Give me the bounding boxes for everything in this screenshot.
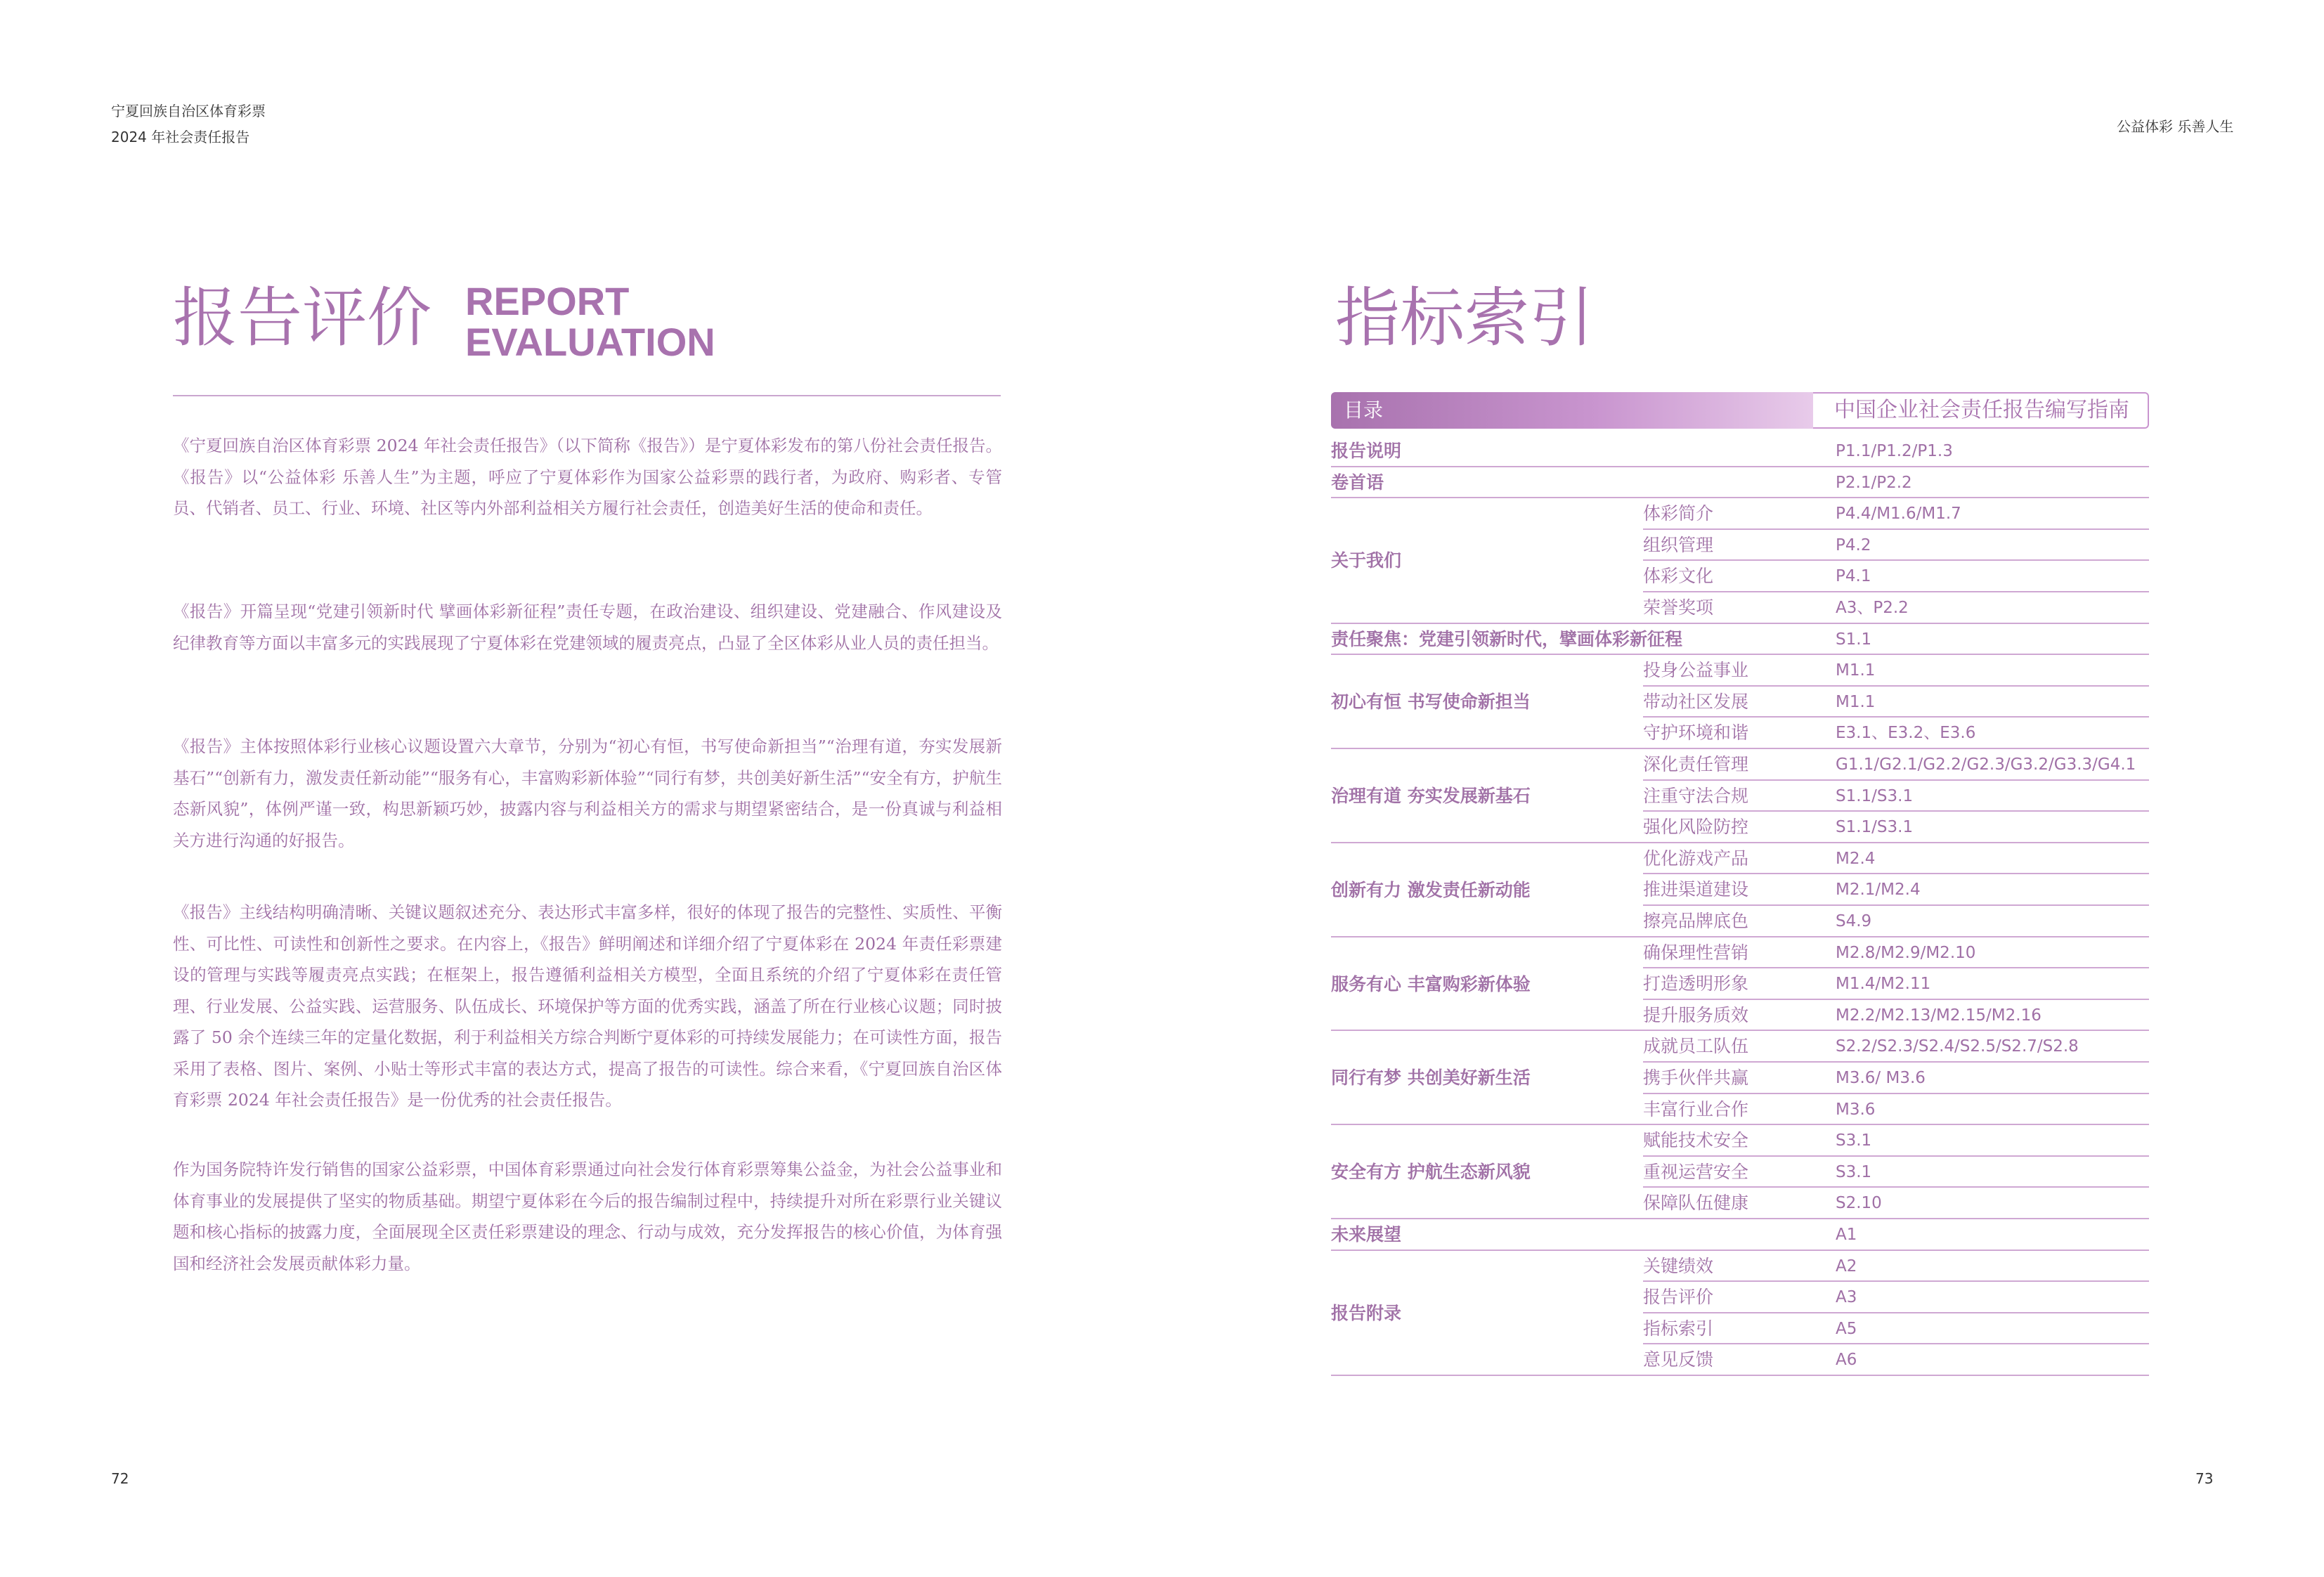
index-sub-item: 打造透明形象 (1643, 973, 1749, 994)
index-code: S1.1 (1836, 630, 1872, 649)
index-sub-item: 指标索引 (1643, 1318, 1714, 1339)
table-rule (1643, 1312, 2149, 1313)
index-section-name: 责任聚焦：党建引领新时代，擘画体彩新征程 (1331, 628, 1683, 649)
index-sub-item: 成就员工队伍 (1643, 1036, 1749, 1057)
index-code: M3.6 (1836, 1100, 1876, 1119)
index-code: A1 (1836, 1226, 1857, 1244)
title-en-line-2: EVALUATION (465, 320, 715, 364)
index-code: M2.1/M2.4 (1836, 881, 1921, 900)
index-code: M2.2/M2.13/M2.15/M2.16 (1836, 1006, 2041, 1025)
index-sub-item: 关键绩效 (1643, 1255, 1714, 1276)
index-section-name: 初心有恒 书写使命新担当 (1331, 692, 1531, 713)
index-code: A2 (1836, 1257, 1857, 1276)
table-rule (1643, 559, 2149, 561)
index-code: S3.1 (1836, 1162, 1872, 1181)
index-sub-item: 提升服务质效 (1643, 1004, 1749, 1025)
index-section-name: 同行有梦 共创美好新生活 (1331, 1067, 1531, 1089)
index-code: A5 (1836, 1319, 1857, 1338)
page-title-report-evaluation: 报告评价 (173, 280, 432, 356)
index-sub-item: 守护环境和谐 (1643, 722, 1749, 744)
index-code: A6 (1836, 1351, 1857, 1370)
paragraph-4: 《报告》主线结构明确清晰、关键议题叙述充分、表达形式丰富多样，很好的体现了报告的完整性、实质性、平衡性、可比性、可读性和创新性之要求。在内容上，《报告》鲜明阐述和详细介绍了宁夏体彩在 2024 年责任彩票建设的管理与实践等履责亮点实践；在框架上，报告遵循利益相关方模型，全面且系统的介绍了宁夏体彩在责任管理、行业发展、公益实践、运营服务、队伍成长、环境保护等方面的优秀实践，涵盖了所在行业核心议题；同时披露了 50 余个连续三年的定量化数据，利于利益相关方综合判断宁夏体彩的可持续发展能力；在可读性方面，报告采用了表格、图片、案例、小贴士等形式丰富的表达方式，提高了报告的可读性。综合来看，《宁夏回族自治区体育彩票 2024 年社会责任报告》是一份优秀的社会责任报告。 (173, 902, 1002, 1110)
index-code: M1.4/M2.11 (1836, 975, 1931, 994)
index-code: S1.1/S3.1 (1836, 818, 1914, 837)
index-sub-item: 确保理性营销 (1643, 942, 1749, 963)
table-rule (1331, 497, 2149, 498)
index-sub-item: 丰富行业合作 (1643, 1098, 1749, 1120)
index-sub-item: 优化游戏产品 (1643, 848, 1749, 869)
table-header-guideline: 中国企业社会责任报告编写指南 (1813, 392, 2149, 429)
index-code: A3 (1836, 1288, 1857, 1307)
index-code: M1.1 (1836, 692, 1876, 711)
index-section-name: 安全有方 护航生态新风貌 (1331, 1162, 1531, 1183)
index-section-name: 卷首语 (1331, 472, 1384, 493)
page-title-english (465, 281, 715, 363)
index-sub-item: 投身公益事业 (1643, 660, 1749, 681)
index-code: G1.1/G2.1/G2.2/G2.3/G3.2/G3.3/G4.1 (1836, 755, 2136, 774)
index-code: A3、P2.2 (1836, 599, 1909, 617)
index-code: S1.1/S3.1 (1836, 786, 1914, 805)
index-code: P4.1 (1836, 567, 1871, 586)
title-divider (173, 395, 1001, 396)
title-en-line-1: REPORT (465, 279, 630, 323)
index-code: P4.4/M1.6/M1.7 (1836, 505, 1961, 524)
index-code: S2.2/S2.3/S2.4/S2.5/S2.7/S2.8 (1836, 1037, 2079, 1056)
index-code: M1.1 (1836, 661, 1876, 680)
index-section-name: 未来展望 (1331, 1224, 1402, 1245)
index-section-name: 创新有力 激发责任新动能 (1331, 879, 1531, 900)
index-section-name: 治理有道 夯实发展新基石 (1331, 786, 1531, 806)
index-code: M3.6/ M3.6 (1836, 1069, 1926, 1087)
index-sub-item: 推进渠道建设 (1643, 879, 1749, 900)
table-rule (1331, 1375, 2149, 1376)
paragraph-3: 《报告》主体按照体彩行业核心议题设置六大章节，分别为“初心有恒，书写使命新担当”“治理有道，夯实发展新基石”“创新有力，激发责任新动能”“服务有心，丰富购彩新体验”“同行有梦，共创美好新生活”“安全有方，护航生态新风貌”，体例严谨一致，构思新颖巧妙，披露内容与利益相关方的需求与期望紧密结合，是一份真诚与利益相关方进行沟通的好报告。 (173, 736, 1002, 850)
page-number-left: 72 (111, 1470, 129, 1487)
index-section-name: 服务有心 丰富购彩新体验 (1331, 973, 1531, 994)
index-sub-item: 报告评价 (1643, 1287, 1714, 1308)
index-code: S4.9 (1836, 912, 1872, 930)
index-code: M2.4 (1836, 849, 1876, 868)
index-code: S2.10 (1836, 1194, 1882, 1213)
index-sub-item: 重视运营安全 (1643, 1161, 1749, 1182)
index-sub-item: 体彩简介 (1643, 503, 1714, 524)
index-sub-item: 注重守法合规 (1643, 785, 1749, 806)
header-org: 宁夏回族自治区体育彩票 (111, 103, 266, 119)
table-rule (1643, 1343, 2149, 1344)
index-code: P1.1/P1.2/P1.3 (1836, 442, 1953, 460)
index-sub-item: 带动社区发展 (1643, 691, 1749, 712)
table-rule (1643, 528, 2149, 530)
paragraph-5: 作为国务院特许发行销售的国家公益彩票，中国体育彩票通过向社会发行体育彩票筹集公益金，为社会公益事业和体育事业的发展提供了坚实的物质基础。期望宁夏体彩在今后的报告编制过程中，持续提升对所在彩票行业关键议题和核心指标的披露力度，全面展现全区责任彩票建设的理念、行动与成效，充分发挥报告的核心价值，为体育强国和经济社会发展贡献体彩力量。 (173, 1160, 1002, 1273)
paragraph-1: 《宁夏回族自治区体育彩票 2024 年社会责任报告》（以下简称《报告》）是宁夏体彩发布的第八份社会责任报告。《报告》以“公益体彩 乐善人生”为主题，呼应了宁夏体彩作为国家公益彩票的践行者，为政府、购彩者、专管员、代销者、员工、行业、环境、社区等内外部利益相关方履行社会责任，创造美好生活的使命和责任。 (173, 436, 1002, 518)
page-title-index: 指标索引 (1335, 280, 1595, 356)
index-code: M2.8/M2.9/M2.10 (1836, 943, 1976, 962)
index-section-name: 报告说明 (1331, 441, 1402, 461)
table-header-catalog: 目录 (1331, 392, 1813, 429)
index-code: P4.2 (1836, 536, 1871, 554)
header-slogan: 公益体彩 乐善人生 (2117, 118, 2234, 135)
index-sub-item: 赋能技术安全 (1643, 1130, 1749, 1151)
index-sub-item: 组织管理 (1643, 534, 1714, 555)
index-sub-item: 携手伙伴共赢 (1643, 1067, 1749, 1088)
index-sub-item: 意见反馈 (1643, 1349, 1714, 1370)
table-rule (1331, 466, 2149, 467)
index-sub-item: 保障队伍健康 (1643, 1193, 1749, 1214)
index-code: S3.1 (1836, 1131, 1872, 1150)
index-code: P2.1/P2.2 (1836, 473, 1912, 492)
table-rule (1643, 1280, 2149, 1282)
index-sub-item: 强化风险防控 (1643, 817, 1749, 838)
index-code: E3.1、E3.2、E3.6 (1836, 724, 1976, 743)
index-sub-item: 深化责任管理 (1643, 754, 1749, 774)
paragraph-2: 《报告》开篇呈现“党建引领新时代 擘画体彩新征程”责任专题，在政治建设、组织建设、党建融合、作风建设及纪律教育等方面以丰富多元的实践展现了宁夏体彩在党建领域的履责亮点，凸显了全区体彩从业人员的责任担当。 (173, 602, 1002, 653)
index-section-name: 关于我们 (1331, 550, 1402, 571)
index-section-name: 报告附录 (1331, 1302, 1402, 1323)
page-number-right: 73 (2195, 1470, 2214, 1487)
index-sub-item: 体彩文化 (1643, 566, 1714, 587)
header-report-year: 2024 年社会责任报告 (111, 129, 250, 145)
index-sub-item: 擦亮品牌底色 (1643, 911, 1749, 931)
table-rule (1331, 1250, 2149, 1251)
index-sub-item: 荣誉奖项 (1643, 597, 1714, 618)
